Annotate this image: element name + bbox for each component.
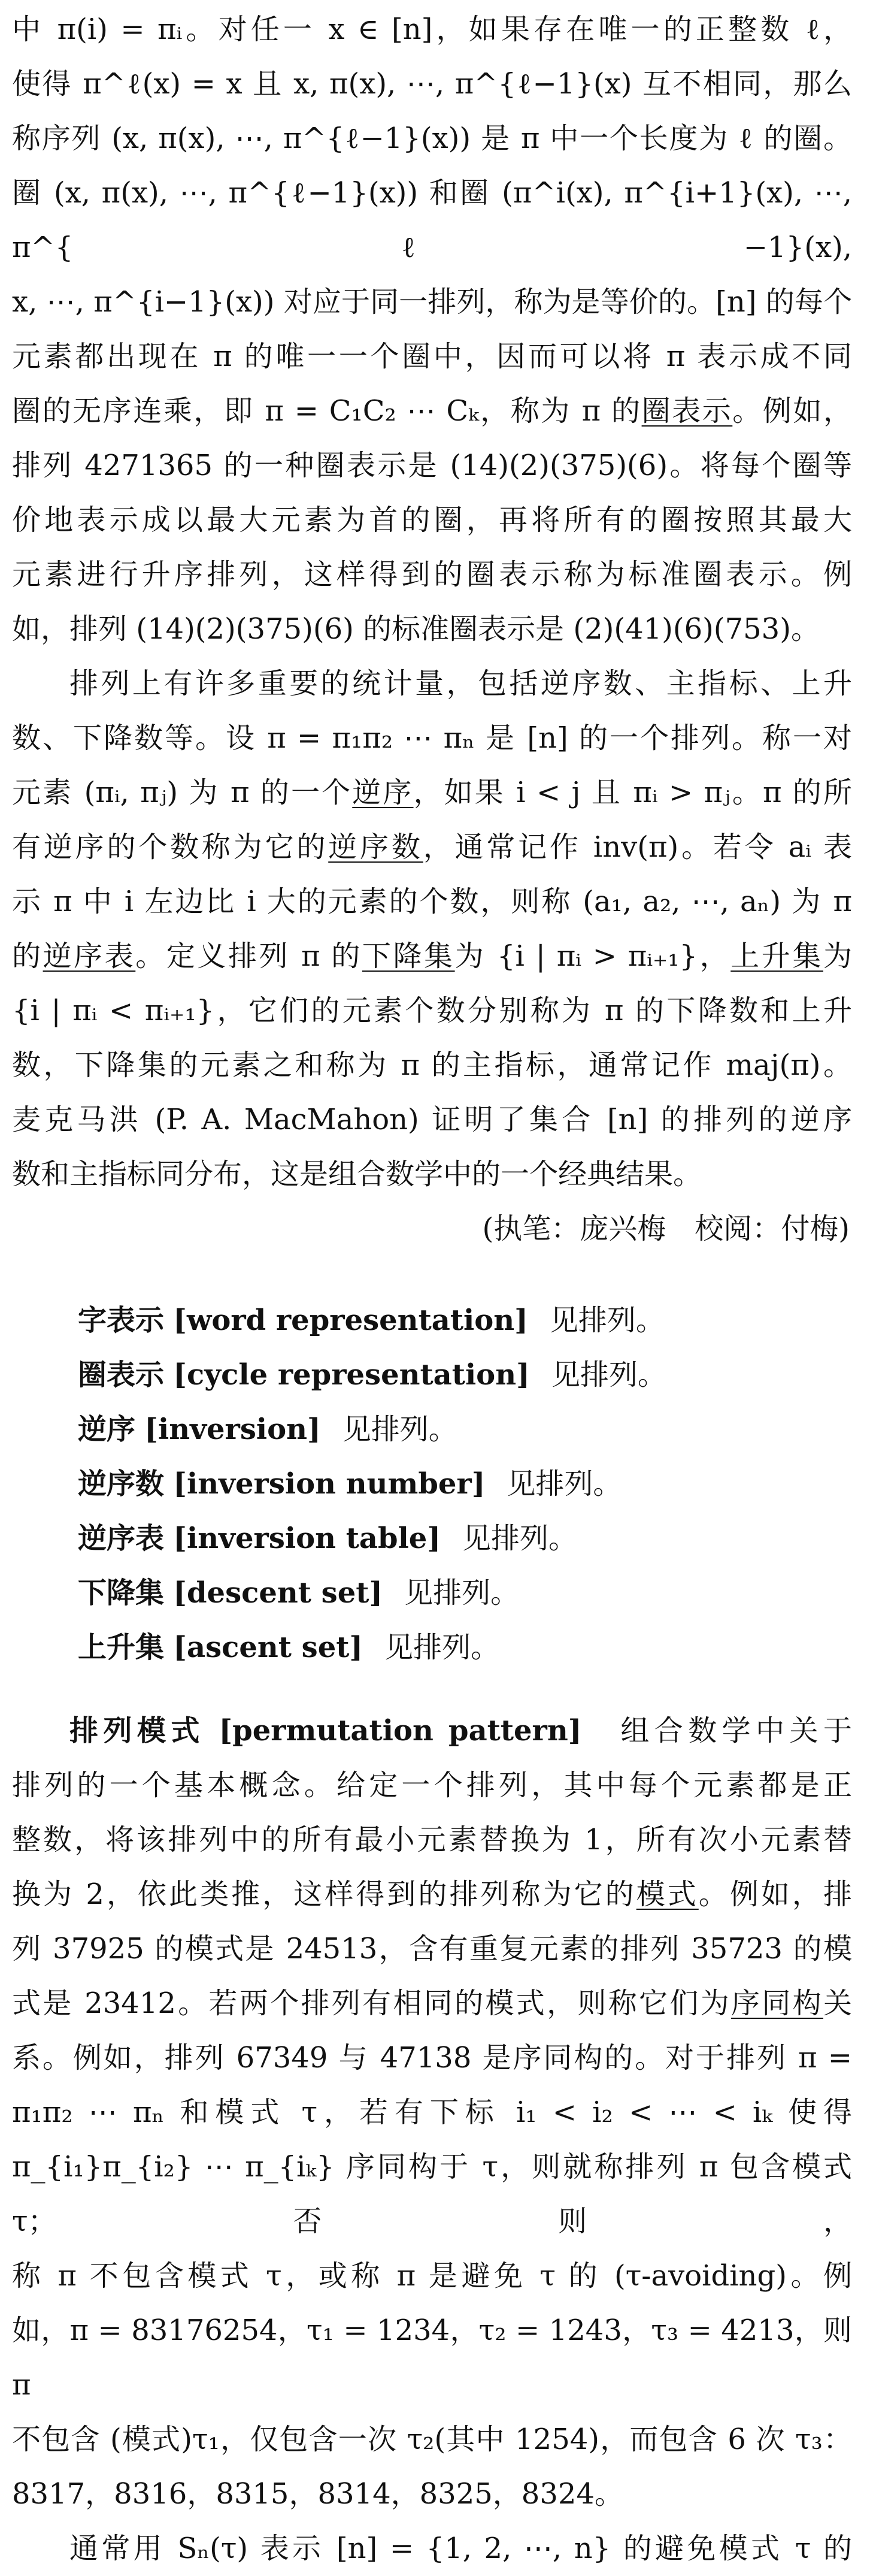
text-span: 式是 23412。若两个排列有相同的模式，则称它们为 (12, 1987, 731, 2020)
text-line: 通常用 Sₙ(τ) 表示 [n] = {1, 2, ⋯, n} 的避免模式 τ 的 (69, 2532, 852, 2565)
text-line (12, 1976, 852, 2031)
text-span: 。例如， (732, 394, 852, 428)
entry-term: 排列模式 (69, 1714, 205, 1747)
text-line: 列 37925 的模式是 24513，含有重复元素的排列 35723 的模 (12, 1932, 852, 1966)
term-inversion-table: 逆序表 (43, 939, 136, 973)
text-line: 称 π 不包含模式 τ，或称 π 是避免 τ 的 (τ-avoiding)。例 (12, 2259, 852, 2293)
entry-english: [inversion] (144, 1413, 321, 1446)
text-line: 使得 π^ℓ(x) = x 且 x, π(x), ⋯, π^{ℓ−1}(x) 互不相同，那么 (12, 67, 852, 101)
text-line (12, 766, 852, 820)
term-inversion: 逆序 (352, 776, 414, 809)
text-line: 数，下降集的元素之和称为 π 的主指标，通常记作 maj(π)。 (12, 1048, 852, 1082)
text-line: 不包含 (模式)τ₁，仅包含一次 τ₂(其中 1254)，而包含 6 次 τ₃： (12, 2423, 852, 2456)
entry-see-link[interactable]: 见排列。 (404, 1576, 520, 1610)
entry-descent-set (78, 1566, 852, 1620)
text-span: 有逆序的个数称为它的 (12, 830, 329, 864)
spacer (12, 1256, 852, 1293)
text-line: 如，排列 (14)(2)(375)(6) 的标准圈表示是 (2)(41)(6)(753)。 (12, 612, 820, 646)
entry-term: 逆序 (78, 1413, 136, 1446)
term-cycle-representation: 圈表示 (641, 394, 733, 428)
entry-inversion (78, 1402, 852, 1457)
text-span: 的 (12, 939, 43, 973)
spacer (12, 1675, 852, 1704)
entry-ascent-set (78, 1620, 852, 1675)
entry-english: [cycle representation] (173, 1358, 530, 1392)
text-line: 数、下降数等。设 π = π₁π₂ ⋯ πₙ 是 [n] 的一个排列。称一对 (12, 721, 852, 755)
entry-see-link[interactable]: 见排列。 (551, 1358, 666, 1392)
text-line: {i | πᵢ < πᵢ₊₁}，它们的元素个数分别称为 π 的下降数和上升 (12, 994, 852, 1027)
text-span: 为 {i | πᵢ > πᵢ₊₁}， (454, 939, 731, 973)
text-span: ，通常记作 inv(π)。若令 aᵢ 表 (423, 830, 852, 864)
term-order-isomorphic: 序同构 (731, 1987, 823, 2020)
entry-see-link[interactable]: 见排列。 (462, 1522, 578, 1555)
entry-english: [word representation] (173, 1304, 528, 1337)
paragraph-cycles (12, 2, 852, 657)
entry-term: 下降集 (78, 1576, 165, 1610)
term-pattern: 模式 (636, 1877, 699, 1911)
entry-see-link[interactable]: 见排列。 (549, 1304, 665, 1337)
entry-inversion-table (78, 1511, 852, 1566)
entry-english: [inversion number] (173, 1467, 486, 1501)
term-inversion-number: 逆序数 (328, 830, 423, 864)
entry-english: [inversion table] (173, 1522, 441, 1555)
entry-term: 逆序数 (78, 1467, 165, 1501)
text-line (12, 384, 852, 439)
text-span: 关 (823, 1987, 852, 2020)
text-line (12, 1867, 852, 1922)
text-span: 。例如，排 (698, 1877, 852, 1911)
text-span: 。定义排列 π 的 (135, 939, 362, 973)
cross-reference-list (12, 1293, 852, 1675)
author-byline: (执笔：庞兴梅 校阅：付梅) (482, 1212, 850, 1245)
text-span: 圈的无序连乘，即 π = C₁C₂ ⋯ Cₖ，称为 π 的 (12, 394, 642, 428)
entry-term: 字表示 (78, 1304, 165, 1337)
entry-word-representation (78, 1293, 852, 1348)
term-descent-set: 下降集 (362, 939, 455, 973)
entry-english: [descent set] (173, 1576, 383, 1610)
entry-see-link[interactable]: 见排列。 (384, 1631, 500, 1664)
entry-english: [permutation pattern] (219, 1714, 582, 1747)
text-line: 如，π = 83176254，τ₁ = 1234，τ₂ = 1243，τ₃ = 4213，则 π (12, 2314, 852, 2402)
text-line (12, 1704, 852, 1758)
text-line (12, 820, 852, 875)
text-line: 数和主指标同分布，这是组合数学中的一个经典结果。 (12, 1157, 702, 1191)
entry-term: 上升集 (78, 1631, 165, 1664)
entry-inversion-number (78, 1457, 852, 1511)
text-line: 系。例如，排列 67349 与 47138 是序同构的。对于排列 π = (12, 2041, 852, 2075)
text-line: 元素都出现在 π 的唯一一个圈中，因而可以将 π 表示成不同 (12, 340, 852, 373)
text-line: 示 π 中 i 左边比 i 大的元素的个数，则称 (a₁, a₂, ⋯, aₙ) 为 π (12, 885, 852, 918)
text-line: 排列的一个基本概念。给定一个排列，其中每个元素都是正 (12, 1768, 852, 1802)
entry-cycle-representation (78, 1348, 852, 1402)
paragraph-statistics (12, 657, 852, 1256)
term-ascent-set: 上升集 (730, 939, 823, 973)
entry-see-link[interactable]: 见排列。 (342, 1413, 457, 1446)
text-span: 换为 2，依此类推，这样得到的排列称为它的 (12, 1877, 636, 1911)
text-line: 元素进行升序排列，这样得到的圈表示称为标准圈表示。例 (12, 558, 852, 591)
text-line: π_{i₁}π_{i₂} ⋯ π_{iₖ} 序同构于 τ，则就称排列 π 包含模式 τ；否则， (12, 2150, 852, 2238)
entry-term: 逆序表 (78, 1522, 165, 1555)
text-line: 圈 (x, π(x), ⋯, π^{ℓ−1}(x)) 和圈 (π^i(x), π^{i+1}(x), ⋯, π^{ℓ−1}(x), (12, 176, 852, 264)
text-span: ，如果 i < j 且 πᵢ > πⱼ。π 的所 (413, 776, 853, 809)
paragraph-avoidance (12, 2521, 852, 2576)
text-span: 组合数学中关于 (620, 1714, 852, 1747)
text-line: π₁π₂ ⋯ πₙ 和模式 τ，若有下标 i₁ < i₂ < ⋯ < iₖ 使得 (12, 2096, 852, 2129)
text-line: 8317，8316，8315，8314，8325，8324。 (12, 2477, 623, 2511)
text-line: 称序列 (x, π(x), ⋯, π^{ℓ−1}(x)) 是 π 中一个长度为 ℓ 的圈。 (12, 122, 852, 155)
text-line: 麦克马洪 (P. A. MacMahon) 证明了集合 [n] 的排列的逆序 (12, 1103, 852, 1136)
text-line: 价地表示成以最大元素为首的圈，再将所有的圈按照其最大 (12, 503, 852, 537)
text-line: 中 π(i) = πᵢ。对任一 x ∈ [n]，如果存在唯一的正整数 ℓ， (12, 13, 852, 46)
text-line (12, 929, 852, 984)
text-line: 整数，将该排列中的所有最小元素替换为 1，所有次小元素替 (12, 1823, 852, 1857)
text-span: 为 (823, 939, 852, 973)
text-span: 元素 (πᵢ, πⱼ) 为 π 的一个 (12, 776, 353, 809)
text-line: 排列上有许多重要的统计量，包括逆序数、主指标、上升 (69, 667, 852, 700)
text-line: x, ⋯, π^{i−1}(x)) 对应于同一排列，称为是等价的。[n] 的每个 (12, 285, 852, 319)
entry-permutation-pattern (12, 1704, 852, 2521)
entry-english: [ascent set] (173, 1631, 363, 1664)
entry-see-link[interactable]: 见排列。 (507, 1467, 622, 1501)
text-line: 排列 4271365 的一种圈表示是 (14)(2)(375)(6)。将每个圈等 (12, 449, 852, 482)
entry-term: 圈表示 (78, 1358, 165, 1392)
